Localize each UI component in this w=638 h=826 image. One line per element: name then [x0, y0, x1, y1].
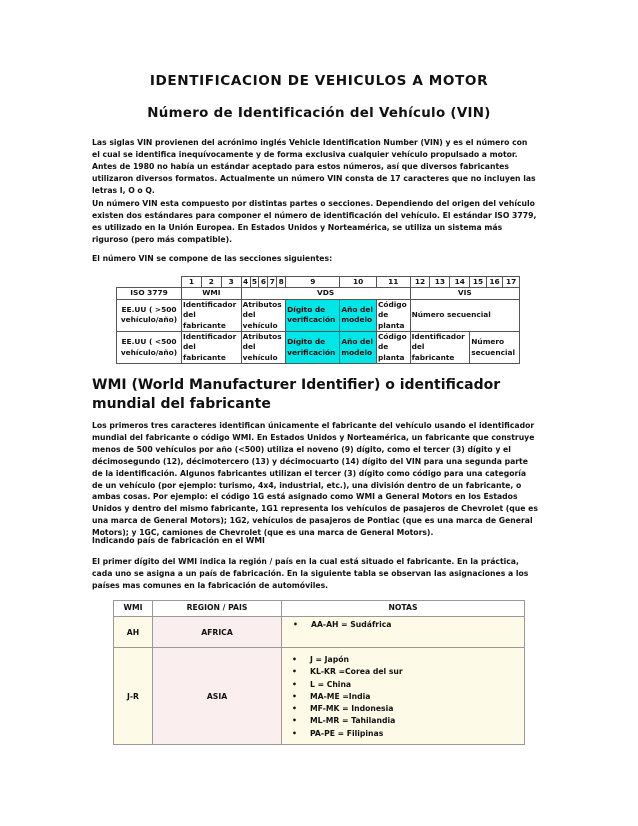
cell-line: vehículo/año)	[120, 315, 178, 325]
cell-line: de	[377, 342, 389, 352]
cell-line: vehículo/año)	[120, 347, 178, 357]
cell-line: del	[411, 342, 425, 352]
heading-line: mundial del fabricante	[92, 396, 271, 412]
notes-list	[282, 654, 524, 740]
cell-line: del	[183, 310, 196, 320]
cell-line: Dígito de	[287, 337, 326, 347]
cell-line: planta	[377, 352, 405, 362]
text-line: el cual se identifica inequívocamente y de forma exclusiva cualquier vehículo propulsado a motor.	[92, 149, 518, 159]
check-digit-cell	[286, 332, 340, 364]
cell-line: Código	[377, 332, 407, 342]
cell-line: del	[242, 342, 256, 352]
cell-line: EE.UU ( >500	[121, 305, 177, 315]
position-cell: 16	[486, 277, 503, 288]
wmi-table-row	[114, 648, 525, 745]
position-cell: 3	[221, 277, 241, 288]
position-cell: 7	[269, 277, 275, 286]
text-line: una marca de General Motors); 1G2, vehículos de pasajeros de Pontiac (que es una marca de General	[92, 516, 533, 526]
notes-list	[283, 619, 523, 631]
cell-line: Año del	[341, 305, 373, 315]
wmi-section-heading	[92, 376, 552, 414]
position-cell: 6	[260, 277, 266, 286]
text-line: es utilizado en la Unión Europea. En Estados Unidos y Norteamérica, se utiliza un sistema más	[92, 222, 503, 232]
sections-intro-line: El número VIN se compone de las secciones siguientes:	[92, 254, 333, 263]
cell-line: Código	[377, 299, 407, 309]
text-line: Antes de 1980 no había un estándar aceptado para estos números, así que diversos fabricantes	[92, 161, 509, 171]
position-cell: 11	[376, 277, 410, 288]
note-item: • MA-ME =India	[292, 691, 524, 703]
text-line: utilizaron diversos formatos. Actualmente un número VIN consta de 17 caracteres que no incluyen las	[92, 173, 536, 183]
cell-line: Identificador	[183, 332, 237, 342]
cell-line: modelo	[341, 347, 373, 357]
cell-line: Dígito de	[287, 305, 326, 315]
sections-paragraph	[92, 198, 552, 246]
notes-cell	[282, 617, 525, 648]
text-line: ambas cosas. Por ejemplo: el código 1G está asignado como WMI a General Motors en los Estados	[92, 492, 518, 502]
position-cell: 12	[410, 277, 430, 288]
cell-line: Año del	[341, 337, 373, 347]
manufacturer-id-cell	[182, 299, 242, 331]
us-large-row	[117, 299, 520, 331]
header-wmi: WMI	[114, 601, 153, 617]
position-cell: 13	[430, 277, 450, 288]
vin-sections-table	[116, 276, 520, 364]
page-title: IDENTIFICACION DE VEHICULOS A MOTOR	[149, 73, 489, 89]
cell-line: Identificador	[411, 332, 465, 342]
iso-row	[117, 288, 520, 299]
model-year-cell	[340, 299, 377, 331]
text-line: Motors); y 1GC, camiones de Chevrolet (que es una marca de General Motors).	[92, 528, 434, 538]
cell-line: EE.UU ( <500	[121, 337, 177, 347]
cell-line: del	[183, 342, 196, 352]
position-cell: 15	[470, 277, 487, 288]
wmi-paragraph	[92, 420, 552, 539]
position-cell: 1	[182, 277, 202, 288]
wmi-code-cell: J-R	[114, 648, 153, 745]
text-line: de un vehículo (por ejemplo: turismo, 4x4, industrial, etc.), una división dentro de un fabricante, o	[92, 480, 522, 490]
text-line: riguroso (pero más compatible).	[92, 234, 233, 244]
cell-line: modelo	[341, 315, 373, 325]
check-digit-cell	[286, 299, 340, 331]
text-line: Un número VIN esta compuesto por distintas partes o secciones. Dependiendo del origen del vehículo	[92, 199, 535, 208]
plant-code-cell	[376, 332, 410, 364]
sequential-number-cell	[470, 332, 520, 364]
cell-line: Atributos	[242, 299, 282, 309]
text-line: Unidos y dentro del mismo fabricante, 1G1 representa los vehículos de pasajeros de Chevrolet (que es	[92, 504, 538, 514]
note-item: • L = China	[292, 679, 524, 691]
wmi-table-row	[114, 617, 525, 648]
note-item: • AA-AH = Sudáfrica	[293, 619, 523, 631]
cell-line: vehículo	[242, 352, 278, 362]
manufacturer-id-cell-2	[410, 332, 470, 364]
region-cell: AFRICA	[153, 617, 282, 648]
cell-line: verificación	[287, 347, 336, 357]
iso-vis-cell: VIS	[410, 288, 519, 299]
manufacturer-id-cell	[182, 332, 242, 364]
intro-paragraph	[92, 137, 552, 197]
cell-line: planta	[377, 320, 405, 330]
iso-label: ISO 3779	[117, 288, 182, 299]
wmi-region-table	[113, 600, 525, 745]
text-line: menos de 500 vehículos por año (<500) utiliza el noveno (9) dígito, como el tercer (3) dígito y el	[92, 444, 511, 454]
cell-line: Identificador	[183, 299, 237, 309]
notes-cell	[282, 648, 525, 745]
position-cell: 2	[201, 277, 221, 288]
cell-line: Número	[471, 337, 505, 347]
text-line: El primer dígito del WMI indica la región / país en la cual está situado el fabricante. En la práctica,	[92, 557, 519, 566]
cell-line: de	[377, 310, 389, 320]
page-subtitle: Número de Identificación del Vehículo (VIN)	[147, 106, 491, 121]
sequential-number-cell: Número secuencial	[410, 299, 519, 331]
vehicle-attributes-cell	[241, 299, 286, 331]
text-line: letras I, O o Q.	[92, 185, 155, 195]
us-small-label	[117, 332, 182, 364]
us-small-row	[117, 332, 520, 364]
position-cell: 5	[251, 277, 258, 286]
vin-position-row	[117, 277, 520, 288]
note-item: • ML-MR = Tahilandia	[292, 715, 524, 727]
cell-line: fabricante	[183, 320, 226, 330]
country-paragraph	[92, 556, 552, 592]
text-line: existen dos estándares para componer el número de identificación del vehículo. El estándar ISO 3779,	[92, 210, 537, 220]
text-line: mundial del fabricante o código WMI. En Estados Unidos y Norteamérica, un fabricante que construye	[92, 432, 535, 442]
vehicle-attributes-cell	[241, 332, 286, 364]
text-line: décimosegundo (12), décimotercero (13) y décimocuarto (14) dígito del VIN para una segunda parte	[92, 456, 528, 466]
text-line: países mas comunes en la fabricación de automóviles.	[92, 580, 329, 590]
position-cell: 9	[286, 277, 340, 288]
note-item: • PA-PE = Filipinas	[292, 728, 524, 740]
cell-line: fabricante	[411, 352, 455, 362]
wmi-code-cell: AH	[114, 617, 153, 648]
note-item: • J = Japón	[292, 654, 524, 666]
position-cell: 4	[243, 277, 249, 286]
iso-wmi-cell: WMI	[182, 288, 242, 299]
cell-line: verificación	[287, 315, 336, 325]
us-large-label	[117, 299, 182, 331]
cell-line: secuencial	[471, 347, 516, 357]
position-cell: 14	[450, 277, 470, 288]
text-line: Las siglas VIN provienen del acrónimo inglés Vehicle Identification Number (VIN) y es el número con	[92, 138, 528, 147]
wmi-table-header	[114, 601, 525, 617]
cell-line: Atributos	[242, 332, 282, 342]
empty-cell	[117, 277, 182, 288]
text-line: cada uno se asigna a un país de fabricación. En la siguiente tabla se observan las asignaciones a los	[92, 568, 529, 578]
plant-code-cell	[376, 299, 410, 331]
position-cell: 17	[503, 277, 520, 288]
country-subheading: Indicando país de fabricación en el WMI	[92, 536, 265, 545]
cell-line: vehículo	[242, 320, 278, 330]
region-cell: ASIA	[153, 648, 282, 745]
note-item: • MF-MK = Indonesia	[292, 703, 524, 715]
heading-line: WMI (World Manufacturer Identifier) o identificador	[92, 377, 501, 393]
position-cell: 8	[278, 277, 284, 286]
text-line: Los primeros tres caracteres identifican únicamente el fabricante del vehículo usando el identificador	[92, 421, 535, 430]
iso-vds-cell: VDS	[241, 288, 410, 299]
model-year-cell	[340, 332, 377, 364]
header-notes: NOTAS	[282, 601, 525, 617]
note-item: • KL-KR =Corea del sur	[292, 666, 524, 678]
position-cell: 10	[340, 277, 377, 288]
cell-line: del	[242, 310, 256, 320]
cell-line: fabricante	[183, 352, 226, 362]
text-line: de la identificación. Algunos fabricantes utilizan el tercer (3) dígito como código para una categoría	[92, 468, 527, 478]
header-region: REGION / PAIS	[153, 601, 282, 617]
